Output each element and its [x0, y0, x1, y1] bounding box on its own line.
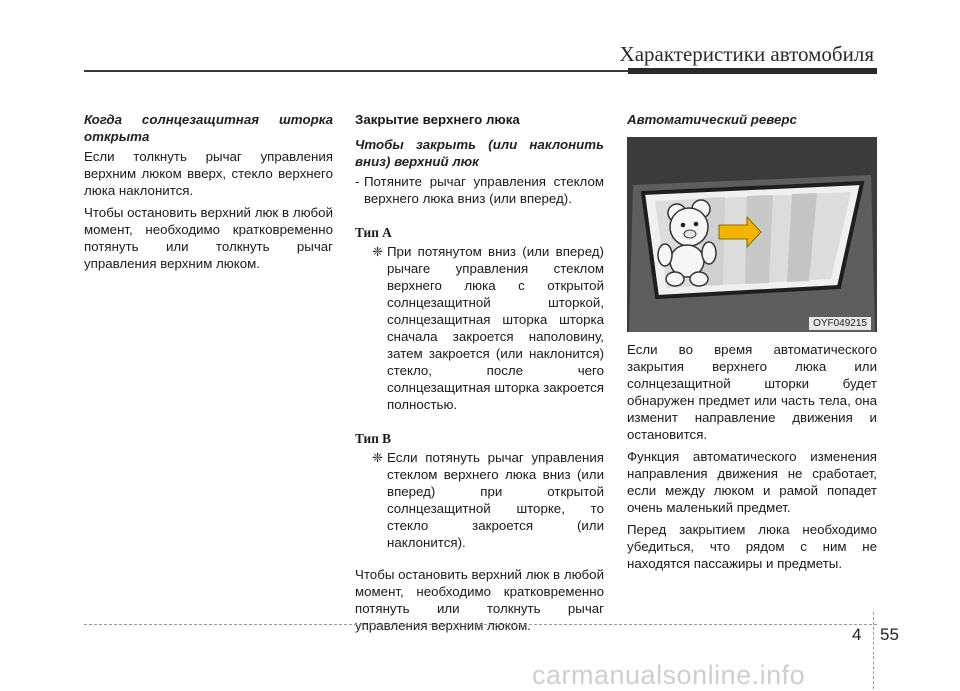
column-3-text — [627, 341, 877, 572]
paragraph: Если во время автоматического закрытия верхнего люка или солнцезащитной шторки будет обнаружен предмет или часть тела, она изменит направление движения и остановится. — [627, 342, 877, 442]
paragraph: Чтобы остановить верхний люк в любой момент, необходимо кратковременно потянуть или толкнуть рычаг управления верхним люком. — [84, 205, 333, 271]
sunroof-drawing — [627, 137, 877, 332]
note-text: Если потянуть рычаг управления стеклом верхнего люка вниз (или вперед) при открытой солнцезащитной шторке, то стекло закроется (или наклонится). — [387, 450, 604, 550]
dash-item — [355, 173, 604, 207]
section-subhead: Когда солнцезащитная шторка открыта — [84, 112, 333, 144]
dash-text: Потяните рычаг управления стеклом верхнего люка вниз (или вперед). — [364, 174, 604, 206]
section-subhead: Чтобы закрыть (или наклонить вниз) верхний люк — [355, 137, 604, 169]
dash-marker: - — [355, 174, 360, 189]
column-1 — [84, 111, 333, 272]
note-item — [355, 243, 604, 413]
note-item — [355, 449, 604, 551]
header-title: Характеристики автомобиля — [619, 42, 874, 66]
column-2 — [355, 111, 604, 634]
footer-rule — [84, 624, 877, 625]
type-label: Тип B — [355, 431, 392, 446]
header-rule-thick — [628, 68, 877, 74]
column-3 — [627, 111, 877, 128]
paragraph: Перед закрытием люка необходимо убедиться, что рядом с ним не находятся пассажиры и предметы. — [627, 522, 877, 571]
paragraph: Функция автоматического изменения направления движения не сработает, если между люком и рамой попадет очень маленький предмет. — [627, 449, 877, 515]
chapter-number: 4 — [852, 625, 862, 644]
image-code: OYF049215 — [809, 317, 871, 330]
paragraph: Если толкнуть рычаг управления верхним люком вверх, стекло верхнего люка наклонится. — [84, 149, 333, 198]
section-subhead: Автоматический реверс — [627, 112, 797, 127]
section-heading: Закрытие верхнего люка — [355, 112, 520, 127]
type-label: Тип A — [355, 225, 392, 240]
note-text: При потянутом вниз (или вперед) рычаге управления стеклом верхнего люка с открытой солнцезащитной шторкой, солнцезащитная шторка шторка сначала закроется наполовину, затем закроется (или наклонится) стекло, после чего солнцезащитная шторка закроется полностью. — [387, 244, 604, 412]
note-marker: ❈ — [372, 450, 383, 465]
paragraph: Чтобы остановить верхний люк в любой момент, необходимо кратковременно потянуть или толкнуть рычаг управления верхним люком. — [355, 567, 604, 633]
footer-divider — [873, 612, 874, 689]
page-number: 55 — [880, 625, 899, 644]
watermark: carmanualsonline.info — [532, 660, 806, 690]
note-marker: ❈ — [372, 244, 383, 259]
sunroof-illustration — [627, 137, 877, 332]
